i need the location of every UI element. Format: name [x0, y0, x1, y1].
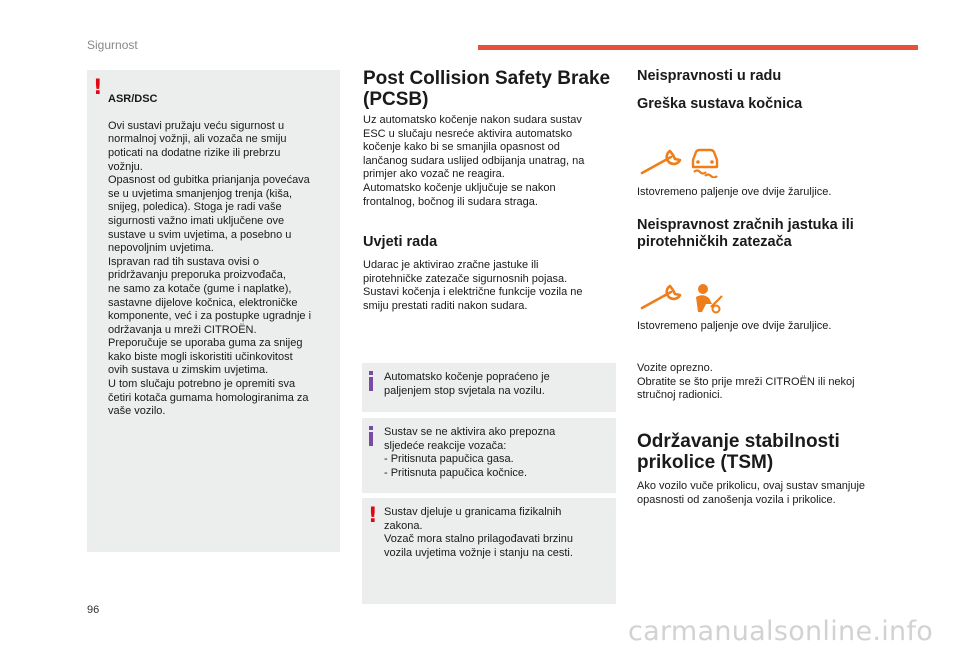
note-physics: Sustav djeluje u granicama fizikalnih zakona. Vozač mora stalno prilagođavati brzinu vozila uvjetima vožnje i stanju na cesti. [384, 506, 573, 559]
service-wrench-icon [640, 283, 684, 313]
advice-text: Vozite oprezno. Obratite se što prije mreži CITROËN ili nekoj stručnoj radionici. [637, 362, 855, 402]
faults-title: Neispravnosti u radu [637, 68, 782, 84]
section-label: Sigurnost [87, 38, 138, 52]
airbag-fault-title: Neispravnost zračnih jastuka ili pirotehničkih zatezača [637, 217, 854, 250]
conditions-title: Uvjeti rada [363, 234, 438, 250]
conditions-text: Udarac je aktivirao zračne jastuke ili pirotehničke zatezače sigurnosnih pojasa. Sustavi kočenja i električne funkcije vozila ne smiju prestati raditi nakon sudara. [363, 259, 583, 312]
service-wrench-icon [640, 148, 684, 178]
brake-fault-text: Istovremeno paljenje ove dvije žaruljice. [637, 186, 832, 198]
info-icon [369, 426, 373, 446]
tsm-text: Ako vozilo vuče prikolicu, ovaj sustav smanjuje opasnosti od zanošenja vozila i prikolice. [637, 480, 866, 506]
info-icon [369, 371, 373, 391]
watermark: carmanualsonline.info [628, 616, 934, 647]
pcsb-intro: Uz automatsko kočenje nakon sudara sustav ESC u slučaju nesreće aktivira automatsko kočenje kako bi se smanjila opasnost od lančanog sudara uslijed odbijanja unatrag, na primjer ako vozač ne reagira. Automatsko kočenje uključuje se nakon frontalnog, bočnog ili sudara straga. [363, 114, 585, 208]
pcsb-title: Post Collision Safety Brake (PCSB) [363, 68, 611, 110]
airbag-fault-text: Istovremeno paljenje ove dvije žaruljice. [637, 320, 832, 332]
brake-fault-title: Greška sustava kočnica [637, 96, 803, 112]
asr-dsc-box-content [108, 79, 336, 432]
asr-dsc-title: ASR/DSC [108, 92, 158, 105]
warning-icon: ! [368, 503, 378, 527]
note-driver-reactions: Sustav se ne aktivira ako prepozna sljedeće reakcije vozača: - Pritisnuta papučica gasa. - Pritisnuta papučica kočnice. [384, 426, 556, 479]
tsm-title: Održavanje stabilnosti prikolice (TSM) [637, 431, 840, 473]
section-accent-bar [478, 45, 918, 50]
esc-skid-icon [688, 146, 722, 178]
warning-icon: ! [93, 75, 103, 99]
airbag-warning-icon [690, 282, 724, 314]
asr-dsc-body: Ovi sustavi pružaju veću sigurnost u normalnoj vožnji, ali vozača ne smiju poticati na dodatne rizike ili prebrzu vožnju. Opasnost od gubitka prianjanja povećava se u uvjetima smanjenjog trenja (kiša, snijeg, poledica). Stoga je radi vaše sigurnosti važno imati uključene ove sustave u svim uvjetima, a posebno u nepovoljnim uvjetima. Ispravan rad tih sustava ovisi o pridržavanju preporuka proizvođača, ne samo za kotače (gume i naplatke), sastavne dijelove kočnica, elektroničke komponente, već i za postupke ugradnje i održavanja u mreži CITROËN. Preporučuje se uporaba guma za snijeg kako biste mogli iskoristiti učinkovitost ovih sustava u zimskim uvjetima. U tom slučaju potrebno je opremiti sva četiri kotača gumama homologiranima za vaše vozilo. [108, 119, 312, 418]
note-stop-lights: Automatsko kočenje popraćeno je paljenjem stop svjetala na vozilu. [384, 371, 550, 397]
page-number: 96 [87, 604, 100, 616]
